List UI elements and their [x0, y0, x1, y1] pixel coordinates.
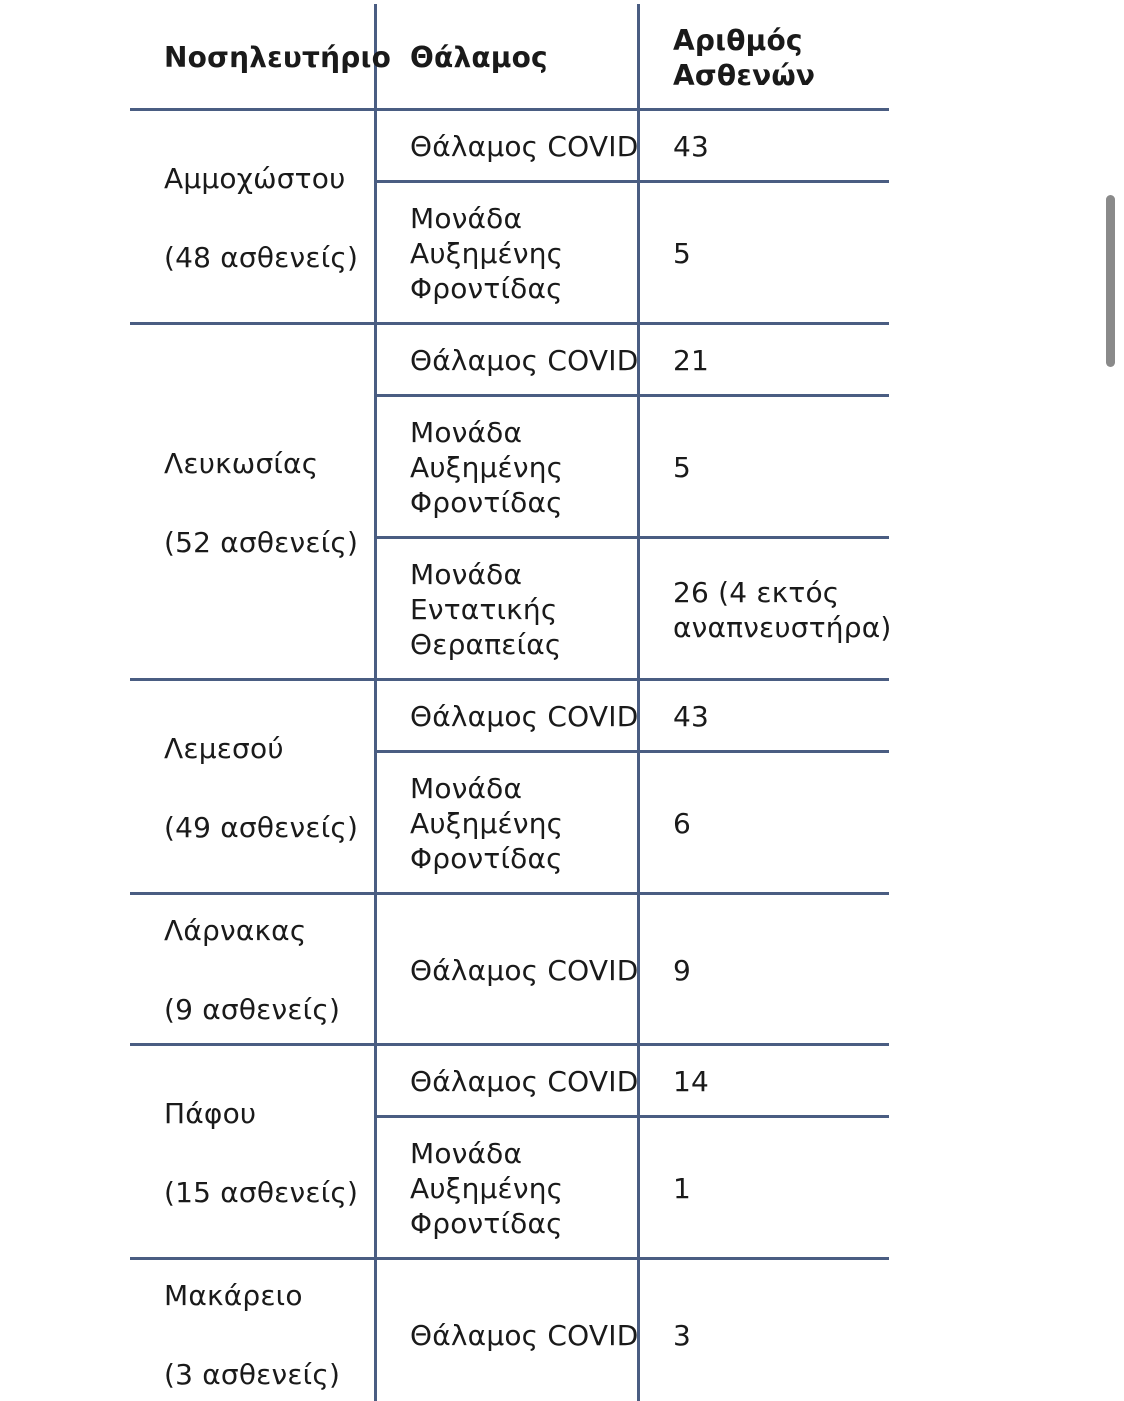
row-divider — [377, 394, 889, 397]
hospital-name: Πάφου — [164, 1097, 257, 1130]
ward-name-line1: Μονάδα — [410, 202, 523, 235]
hospital-total: (49 ασθενείς) — [164, 811, 359, 844]
ward-name-line1: Μονάδα — [410, 1137, 523, 1170]
ward-name: Θάλαμος COVID — [410, 1065, 639, 1098]
patient-count: 21 — [673, 344, 710, 377]
row-divider — [377, 536, 889, 539]
patient-count: 9 — [673, 954, 692, 987]
hospital-total: (9 ασθενείς) — [164, 993, 341, 1026]
hospital-total: (52 ασθενείς) — [164, 526, 359, 559]
ward-name: Θάλαμος COVID — [410, 344, 639, 377]
ward-name-line3: Φροντίδας — [410, 842, 563, 875]
hospital-name: Λάρνακας — [164, 914, 307, 947]
patient-count: 6 — [673, 807, 692, 840]
patient-count: 5 — [673, 237, 692, 270]
row-divider — [377, 750, 889, 753]
row-divider — [130, 322, 889, 325]
row-divider — [377, 180, 889, 183]
row-divider — [130, 678, 889, 681]
ward-name-line3: Φροντίδας — [410, 272, 563, 305]
hospital-total: (15 ασθενείς) — [164, 1176, 359, 1209]
header-hospital: Νοσηλευτήριο — [164, 41, 392, 74]
vertical-scrollbar[interactable] — [1106, 195, 1115, 367]
ward-name: Θάλαμος COVID — [410, 130, 639, 163]
ward-name: Θάλαμος COVID — [410, 954, 639, 987]
ward-name-line3: Θεραπείας — [410, 628, 562, 661]
ward-name-line3: Φροντίδας — [410, 486, 563, 519]
ward-name-line2: Αυξημένης — [410, 807, 564, 840]
hospital-name: Αμμοχώστου — [164, 162, 346, 195]
row-divider — [130, 1257, 889, 1260]
header-patients-line2: Ασθενών — [673, 59, 816, 92]
header-patients-line1: Αριθμός — [673, 24, 803, 57]
ward-name-line1: Μονάδα — [410, 772, 523, 805]
ward-name-line1: Μονάδα — [410, 416, 523, 449]
hospital-total: (48 ασθενείς) — [164, 241, 359, 274]
hospital-name: Λεμεσού — [164, 732, 284, 765]
row-divider — [377, 1115, 889, 1118]
header-ward: Θάλαμος — [410, 41, 548, 74]
ward-name-line1: Μονάδα — [410, 558, 523, 591]
patient-count: 5 — [673, 451, 692, 484]
patient-count: 43 — [673, 130, 710, 163]
patient-count: 1 — [673, 1172, 692, 1205]
row-divider — [130, 892, 889, 895]
hospital-name: Μακάρειο — [164, 1279, 303, 1312]
patient-count: 3 — [673, 1319, 692, 1352]
ward-name-line2: Αυξημένης — [410, 237, 564, 270]
patient-count: 43 — [673, 700, 710, 733]
row-divider — [130, 108, 889, 111]
patient-count-line1: 26 (4 εκτός — [673, 576, 840, 609]
column-divider — [374, 4, 377, 1401]
patient-count-line2: αναπνευστήρα) — [673, 611, 892, 644]
ward-name: Θάλαμος COVID — [410, 700, 639, 733]
ward-name-line3: Φροντίδας — [410, 1207, 563, 1240]
hospital-name: Λευκωσίας — [164, 447, 319, 480]
patient-count: 14 — [673, 1065, 710, 1098]
ward-name: Θάλαμος COVID — [410, 1319, 639, 1352]
row-divider — [130, 1043, 889, 1046]
ward-name-line2: Αυξημένης — [410, 1172, 564, 1205]
ward-name-line2: Αυξημένης — [410, 451, 564, 484]
ward-name-line2: Εντατικής — [410, 593, 558, 626]
hospital-total: (3 ασθενείς) — [164, 1358, 341, 1391]
